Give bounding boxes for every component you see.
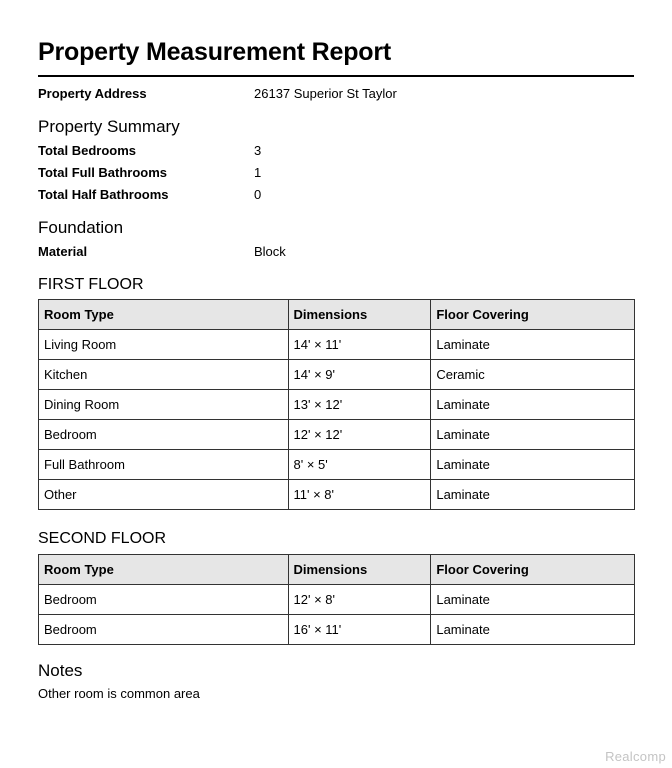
room-type-cell: Living Room <box>39 330 289 360</box>
room-type-cell: Bedroom <box>39 585 289 615</box>
property-summary-heading: Property Summary <box>38 117 180 136</box>
foundation-label: Material <box>38 244 88 259</box>
property-address-row <box>38 86 634 104</box>
page-title: Property Measurement Report <box>38 38 634 77</box>
column-header-dimensions: Dimensions <box>288 555 431 585</box>
summary-value: 1 <box>254 165 262 180</box>
room-type-cell: Other <box>39 480 289 510</box>
table-row <box>39 615 635 645</box>
table-row <box>39 330 635 360</box>
first-floor-table <box>38 299 635 510</box>
table-header-row <box>39 300 635 330</box>
notes-text: Other room is common area <box>38 686 200 701</box>
foundation-value: Block <box>254 244 286 259</box>
floor-covering-cell: Laminate <box>431 480 635 510</box>
room-type-cell: Full Bathroom <box>39 450 289 480</box>
table-row <box>39 420 635 450</box>
column-header-floor-covering: Floor Covering <box>431 555 635 585</box>
table-row <box>39 450 635 480</box>
table-row <box>39 585 635 615</box>
room-type-cell: Dining Room <box>39 390 289 420</box>
summary-value: 3 <box>254 143 262 158</box>
summary-row <box>38 143 634 161</box>
watermark: Realcomp <box>605 749 666 764</box>
floor-covering-cell: Laminate <box>431 450 635 480</box>
room-type-cell: Bedroom <box>39 420 289 450</box>
notes-heading: Notes <box>38 661 83 680</box>
column-header-dimensions: Dimensions <box>288 300 431 330</box>
summary-label: Total Bedrooms <box>38 143 136 158</box>
floor-covering-cell: Laminate <box>431 390 635 420</box>
dimensions-cell: 12' × 8' <box>288 585 431 615</box>
dimensions-cell: 14' × 11' <box>288 330 431 360</box>
first-floor-heading: FIRST FLOOR <box>38 276 144 293</box>
floor-covering-cell: Laminate <box>431 585 635 615</box>
foundation-heading: Foundation <box>38 218 124 237</box>
floor-covering-cell: Laminate <box>431 615 635 645</box>
dimensions-cell: 8' × 5' <box>288 450 431 480</box>
foundation-row <box>38 244 634 262</box>
property-address-value: 26137 Superior St Taylor <box>254 86 397 101</box>
table-row <box>39 390 635 420</box>
summary-row <box>38 187 634 205</box>
room-type-cell: Kitchen <box>39 360 289 390</box>
column-header-room-type: Room Type <box>39 555 289 585</box>
second-floor-heading: SECOND FLOOR <box>38 530 167 547</box>
property-address-label: Property Address <box>38 86 147 101</box>
room-type-cell: Bedroom <box>39 615 289 645</box>
summary-label: Total Half Bathrooms <box>38 187 169 202</box>
floor-covering-cell: Laminate <box>431 420 635 450</box>
table-row <box>39 360 635 390</box>
floor-covering-cell: Ceramic <box>431 360 635 390</box>
dimensions-cell: 16' × 11' <box>288 615 431 645</box>
summary-label: Total Full Bathrooms <box>38 165 168 180</box>
table-header-row <box>39 555 635 585</box>
dimensions-cell: 12' × 12' <box>288 420 431 450</box>
table-row <box>39 480 635 510</box>
second-floor-table <box>38 554 635 645</box>
dimensions-cell: 14' × 9' <box>288 360 431 390</box>
column-header-room-type: Room Type <box>39 300 289 330</box>
dimensions-cell: 11' × 8' <box>288 480 431 510</box>
floor-covering-cell: Laminate <box>431 330 635 360</box>
column-header-floor-covering: Floor Covering <box>431 300 635 330</box>
summary-row <box>38 165 634 183</box>
dimensions-cell: 13' × 12' <box>288 390 431 420</box>
summary-value: 0 <box>254 187 262 202</box>
